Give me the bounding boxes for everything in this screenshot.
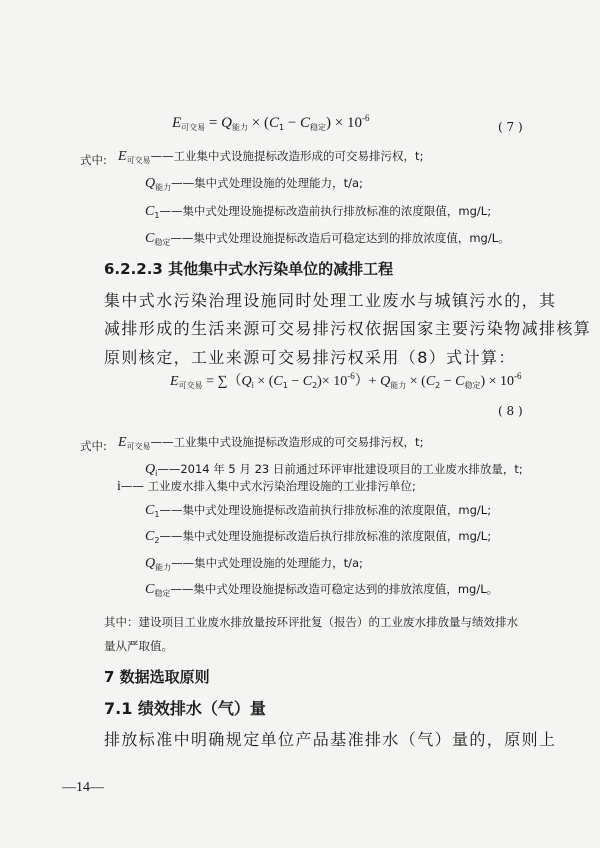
- note-line-2: 量从严取值。: [104, 639, 173, 653]
- eq8-def-4: $C_2——$集中式处理设施提标改造后执行排放标准的浓度限值，mg/L;: [145, 529, 492, 545]
- paragraph-7-1: 排放标准中明确规定单位产品基准排水（气）量的，原则上: [104, 730, 557, 749]
- eq7-defs-prefix: 式中:: [80, 153, 107, 167]
- equation-8: $E_{可交易} = \sum(Q_i \times (C_1 - C_2)\times 10^{-6})+ Q_{能力} \times (C_2 - C_{稳定}) \times 10^{-6}$: [170, 371, 522, 390]
- eq7-def-2: $C_1——$集中式处理设施提标改造前执行排放标准的浓度限值，mg/L;: [145, 204, 492, 220]
- paragraph-line-1: 集中式水污染治理设施同时处理工业废水与城镇污水的，其: [104, 291, 557, 310]
- paragraph-line-2: 减排形成的生活来源可交易排污权依据国家主要污染物减排核算: [104, 319, 592, 338]
- page-number: —14—: [62, 780, 104, 795]
- heading-7-1: 7.1 绩效排水（气）量: [104, 699, 266, 718]
- eq8-def-0: $E_{可交易}——$工业集中式设施提标改造形成的可交易排污权，t;: [118, 435, 424, 451]
- eq8-def-2: i—— 工业废水排入集中式水污染治理设施的工业排污单位;: [117, 479, 416, 494]
- eq7-def-3: $C_{稳定}——$集中式处理设施提标改造后可稳定达到的排放浓度值，mg/L。: [145, 231, 510, 247]
- eq8-defs-prefix: 式中:: [80, 439, 107, 453]
- heading-7: 7 数据选取原则: [104, 668, 210, 686]
- eq8-def-1: $Q_i——2014$ 年 5 月 23 日前通过环评审批建设项目的工业废水排放量，t;: [145, 462, 523, 478]
- eq8-def-6: $C_{稳定}——$集中式处理设施提标改造可稳定达到的排放浓度值，mg/L。: [145, 582, 499, 598]
- eq8-def-5: $Q_{能力}——$集中式处理设施的处理能力，t/a;: [145, 556, 363, 572]
- equation-8-number: ( 8 ): [498, 404, 523, 418]
- equation-7-number: ( 7 ): [498, 120, 523, 134]
- eq7-def-1: $Q_{能力}——$集中式处理设施的处理能力，t/a;: [145, 176, 363, 192]
- section-heading-6223: 6.2.2.3 其他集中式水污染单位的减排工程: [104, 260, 394, 278]
- eq7-def-0: $E_{可交易}——$工业集中式设施提标改造形成的可交易排污权，t;: [118, 149, 424, 165]
- eq8-def-3: $C_1——$集中式处理设施提标改造前执行排放标准的浓度限值，mg/L;: [145, 503, 492, 519]
- equation-7: $E_{可交易} = Q_{能力} \times (C_1 - C_{稳定}) \times 10^{-6}$: [172, 113, 370, 132]
- paragraph-line-3: 原则核定，工业来源可交易排污权采用（8）式计算：: [104, 348, 516, 367]
- note-line-1: 其中：建设项目工业废水排放量按环评批复（报告）的工业废水排放量与绩效排水: [104, 615, 518, 629]
